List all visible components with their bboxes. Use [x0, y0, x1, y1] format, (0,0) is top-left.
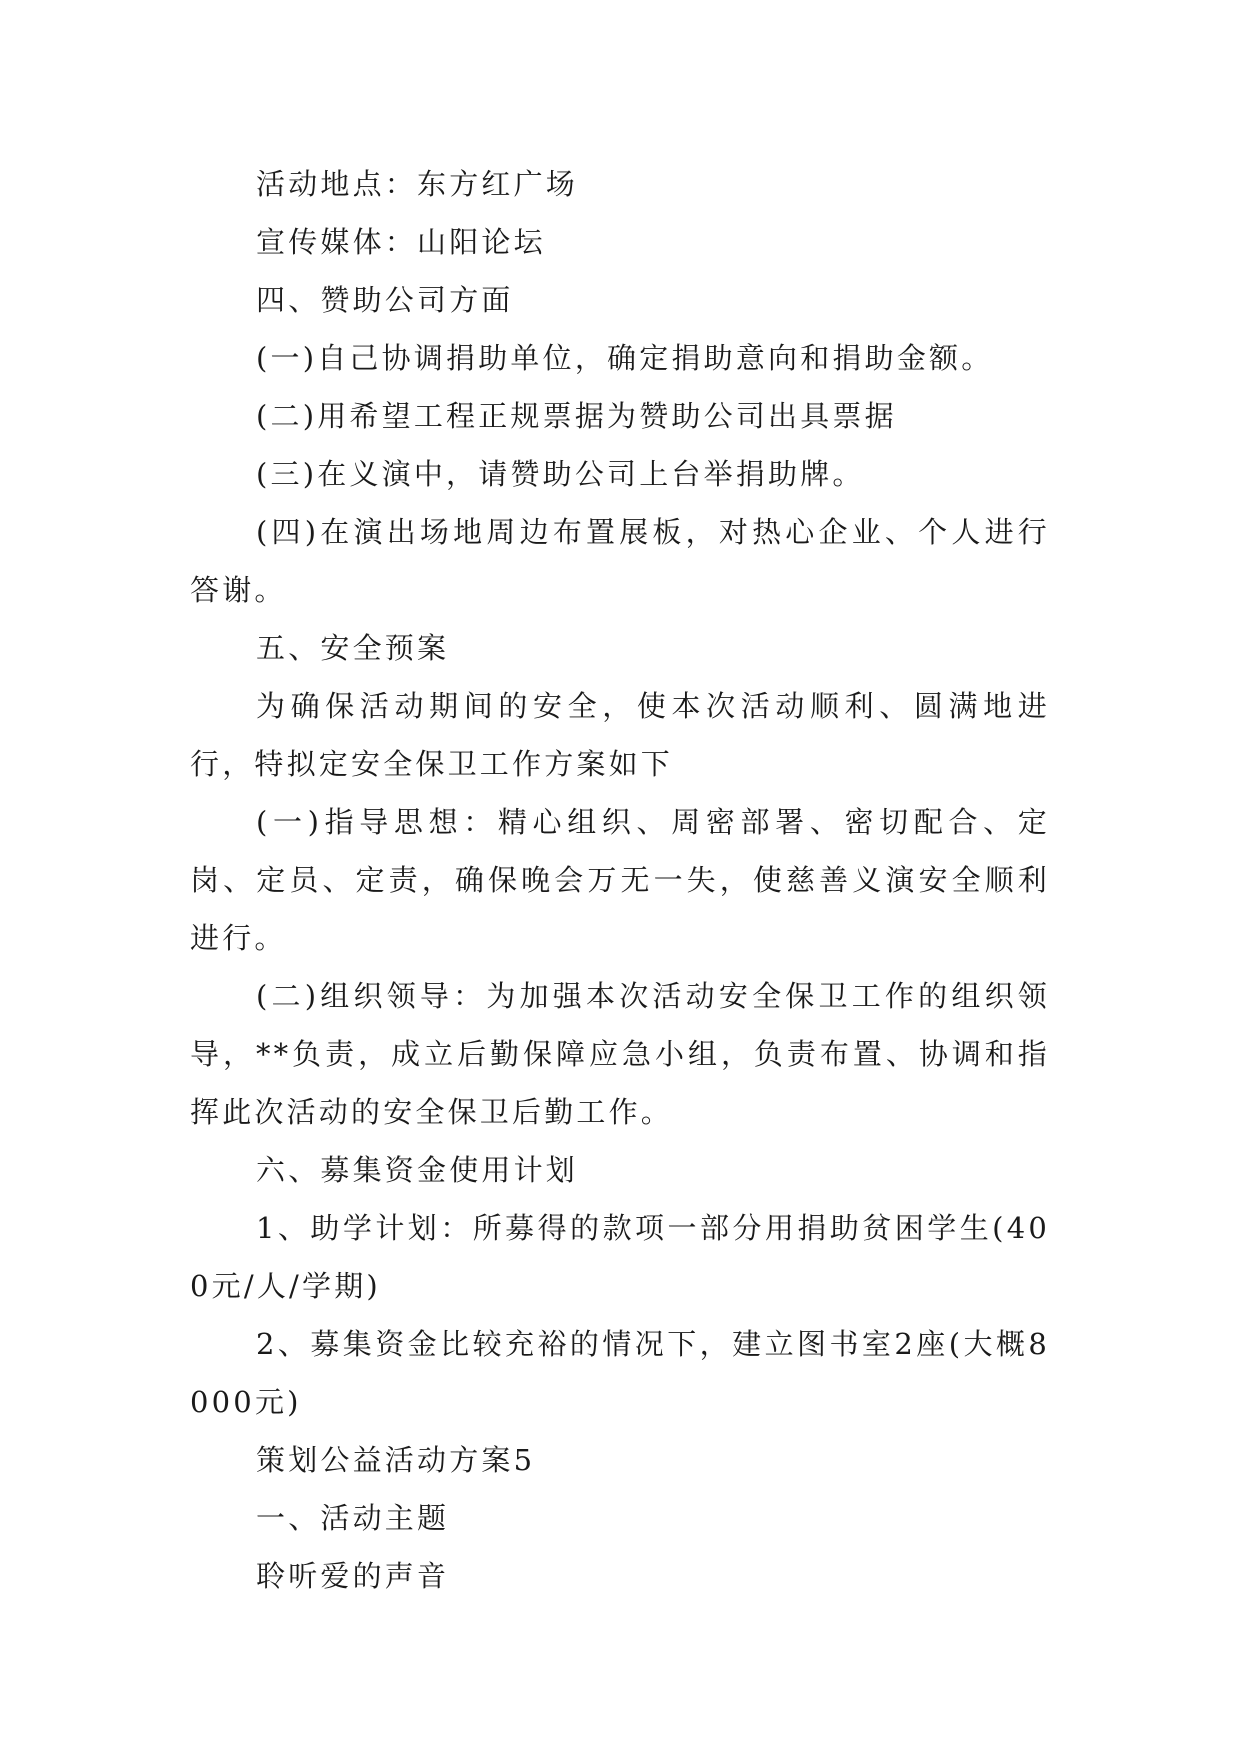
paragraph-media: 宣传媒体：山阳论坛 — [256, 225, 546, 259]
paragraph-funds-2: 2、募集资金比较充裕的情况下，建立图书室2座(大概8000元) — [190, 1327, 1050, 1419]
document-body — [190, 155, 1050, 1605]
paragraph-sponsor-4: (四)在演出场地周边布置展板，对热心企业、个人进行答谢。 — [190, 515, 1050, 607]
section-heading-safety: 五、安全预案 — [256, 631, 450, 665]
paragraph-funds-1: 1、助学计划：所募得的款项一部分用捐助贫困学生(400元/人/学期) — [190, 1211, 1050, 1303]
section-heading-theme: 一、活动主题 — [256, 1501, 450, 1535]
paragraph-sponsor-1: (一)自己协调捐助单位，确定捐助意向和捐助金额。 — [256, 341, 994, 375]
paragraph-safety-intro: 为确保活动期间的安全，使本次活动顺利、圆满地进行，特拟定安全保卫工作方案如下 — [190, 689, 1050, 781]
section-heading-sponsors: 四、赞助公司方面 — [256, 283, 514, 317]
paragraph-safety-1: (一)指导思想：精心组织、周密部署、密切配合、定岗、定员、定责，确保晚会万无一失，使慈善义演安全顺利进行。 — [190, 805, 1050, 955]
paragraph-sponsor-3: (三)在义演中，请赞助公司上台举捐助牌。 — [256, 457, 865, 491]
paragraph-sponsor-2: (二)用希望工程正规票据为赞助公司出具票据 — [256, 399, 897, 433]
paragraph-safety-2: (二)组织领导：为加强本次活动安全保卫工作的组织领导，**负责，成立后勤保障应急小组，负责布置、协调和指挥此次活动的安全保卫后勤工作。 — [190, 979, 1050, 1129]
paragraph-venue: 活动地点：东方红广场 — [256, 167, 579, 201]
plan-title: 策划公益活动方案5 — [256, 1443, 536, 1477]
section-heading-funds: 六、募集资金使用计划 — [256, 1153, 579, 1187]
paragraph-theme: 聆听爱的声音 — [256, 1559, 450, 1593]
